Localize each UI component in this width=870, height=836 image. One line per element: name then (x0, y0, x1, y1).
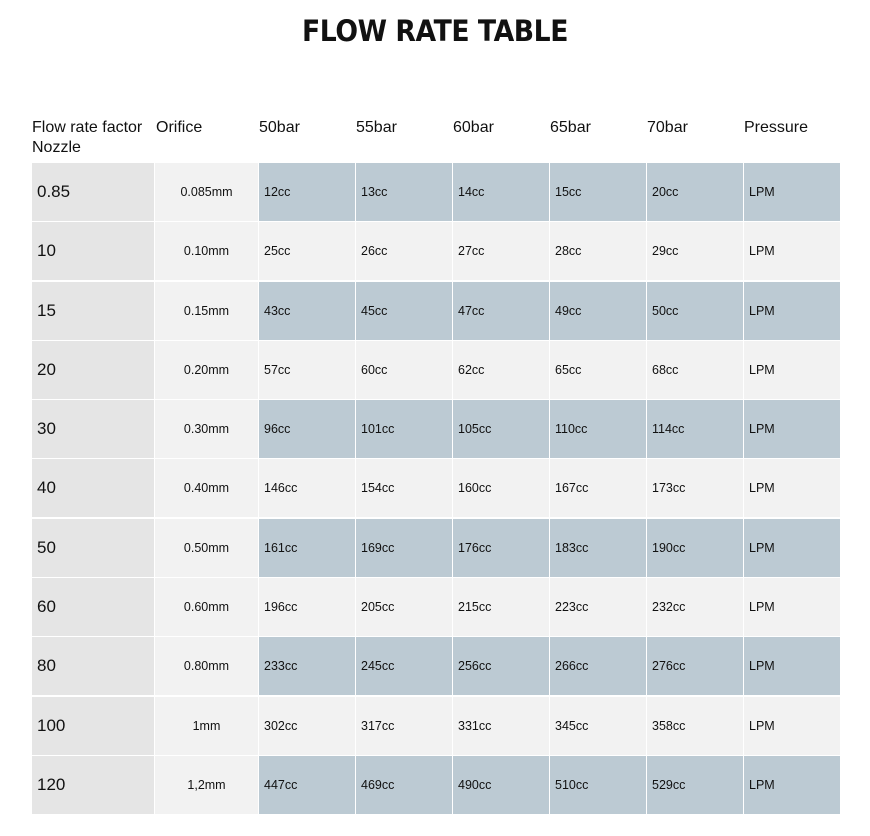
cell-55bar: 60cc (356, 341, 452, 399)
cell-65bar: 183cc (550, 519, 646, 577)
cell-70bar: 358cc (647, 697, 743, 755)
header-50bar: 50bar (259, 119, 300, 136)
cell-70bar: 29cc (647, 222, 743, 280)
cell-65bar: 28cc (550, 222, 646, 280)
cell-50bar: 196cc (259, 578, 355, 636)
cell-55bar: 45cc (356, 282, 452, 340)
cell-orifice: 0.20mm (155, 341, 258, 399)
cell-pressure-unit: LPM (744, 459, 840, 517)
cell-70bar: 232cc (647, 578, 743, 636)
table-row (32, 459, 840, 517)
cell-60bar: 105cc (453, 400, 549, 458)
cell-60bar: 490cc (453, 756, 549, 814)
header-factor-line1: Flow rate factor (32, 119, 143, 136)
header-flow-rate-factor (32, 118, 142, 158)
table-row (32, 697, 840, 755)
cell-55bar: 13cc (356, 163, 452, 221)
cell-55bar: 154cc (356, 459, 452, 517)
cell-50bar: 302cc (259, 697, 355, 755)
header-55bar: 55bar (356, 119, 397, 136)
cell-55bar: 169cc (356, 519, 452, 577)
cell-60bar: 27cc (453, 222, 549, 280)
cell-70bar: 529cc (647, 756, 743, 814)
table-row (32, 756, 840, 814)
cell-pressure-unit: LPM (744, 282, 840, 340)
cell-65bar: 110cc (550, 400, 646, 458)
table-row (32, 637, 840, 695)
header-60bar: 60bar (453, 119, 494, 136)
cell-70bar: 190cc (647, 519, 743, 577)
page-title: FLOW RATE TABLE (302, 14, 568, 48)
cell-60bar: 62cc (453, 341, 549, 399)
table-row (32, 519, 840, 577)
cell-pressure-unit: LPM (744, 222, 840, 280)
header-70bar: 70bar (647, 119, 688, 136)
cell-pressure-unit: LPM (744, 637, 840, 695)
cell-flow-rate-factor: 100 (32, 697, 154, 755)
cell-flow-rate-factor: 0.85 (32, 163, 154, 221)
cell-65bar: 15cc (550, 163, 646, 221)
cell-50bar: 57cc (259, 341, 355, 399)
cell-60bar: 160cc (453, 459, 549, 517)
cell-orifice: 1,2mm (155, 756, 258, 814)
cell-55bar: 205cc (356, 578, 452, 636)
cell-pressure-unit: LPM (744, 519, 840, 577)
cell-flow-rate-factor: 40 (32, 459, 154, 517)
cell-60bar: 215cc (453, 578, 549, 636)
cell-pressure-unit: LPM (744, 400, 840, 458)
cell-orifice: 1mm (155, 697, 258, 755)
table-header (0, 118, 870, 160)
cell-orifice: 0.50mm (155, 519, 258, 577)
table-row (32, 282, 840, 340)
cell-50bar: 25cc (259, 222, 355, 280)
cell-60bar: 256cc (453, 637, 549, 695)
cell-orifice: 0.40mm (155, 459, 258, 517)
cell-70bar: 68cc (647, 341, 743, 399)
table-row (32, 163, 840, 221)
cell-65bar: 167cc (550, 459, 646, 517)
cell-50bar: 12cc (259, 163, 355, 221)
cell-flow-rate-factor: 120 (32, 756, 154, 814)
cell-65bar: 49cc (550, 282, 646, 340)
cell-orifice: 0.60mm (155, 578, 258, 636)
cell-flow-rate-factor: 15 (32, 282, 154, 340)
cell-65bar: 345cc (550, 697, 646, 755)
cell-50bar: 96cc (259, 400, 355, 458)
cell-orifice: 0.085mm (155, 163, 258, 221)
cell-65bar: 65cc (550, 341, 646, 399)
cell-50bar: 146cc (259, 459, 355, 517)
cell-flow-rate-factor: 30 (32, 400, 154, 458)
cell-65bar: 266cc (550, 637, 646, 695)
cell-55bar: 245cc (356, 637, 452, 695)
cell-pressure-unit: LPM (744, 578, 840, 636)
cell-65bar: 510cc (550, 756, 646, 814)
cell-50bar: 233cc (259, 637, 355, 695)
cell-55bar: 26cc (356, 222, 452, 280)
cell-60bar: 176cc (453, 519, 549, 577)
header-65bar: 65bar (550, 119, 591, 136)
cell-55bar: 317cc (356, 697, 452, 755)
cell-70bar: 114cc (647, 400, 743, 458)
cell-70bar: 20cc (647, 163, 743, 221)
cell-60bar: 14cc (453, 163, 549, 221)
table-row (32, 578, 840, 636)
cell-55bar: 101cc (356, 400, 452, 458)
cell-flow-rate-factor: 10 (32, 222, 154, 280)
header-pressure: Pressure (744, 119, 809, 136)
header-factor-line2: Nozzle (32, 139, 81, 156)
cell-flow-rate-factor: 20 (32, 341, 154, 399)
cell-70bar: 173cc (647, 459, 743, 517)
cell-flow-rate-factor: 50 (32, 519, 154, 577)
table-row (32, 222, 840, 280)
flow-rate-table (32, 163, 840, 815)
cell-60bar: 331cc (453, 697, 549, 755)
cell-50bar: 447cc (259, 756, 355, 814)
cell-65bar: 223cc (550, 578, 646, 636)
cell-orifice: 0.15mm (155, 282, 258, 340)
cell-60bar: 47cc (453, 282, 549, 340)
cell-70bar: 50cc (647, 282, 743, 340)
cell-pressure-unit: LPM (744, 697, 840, 755)
cell-50bar: 43cc (259, 282, 355, 340)
cell-orifice: 0.80mm (155, 637, 258, 695)
cell-pressure-unit: LPM (744, 163, 840, 221)
cell-orifice: 0.10mm (155, 222, 258, 280)
table-row (32, 341, 840, 399)
cell-50bar: 161cc (259, 519, 355, 577)
cell-70bar: 276cc (647, 637, 743, 695)
cell-pressure-unit: LPM (744, 756, 840, 814)
cell-flow-rate-factor: 80 (32, 637, 154, 695)
cell-55bar: 469cc (356, 756, 452, 814)
header-orifice: Orifice (156, 119, 203, 136)
cell-pressure-unit: LPM (744, 341, 840, 399)
cell-flow-rate-factor: 60 (32, 578, 154, 636)
cell-orifice: 0.30mm (155, 400, 258, 458)
table-row (32, 400, 840, 458)
